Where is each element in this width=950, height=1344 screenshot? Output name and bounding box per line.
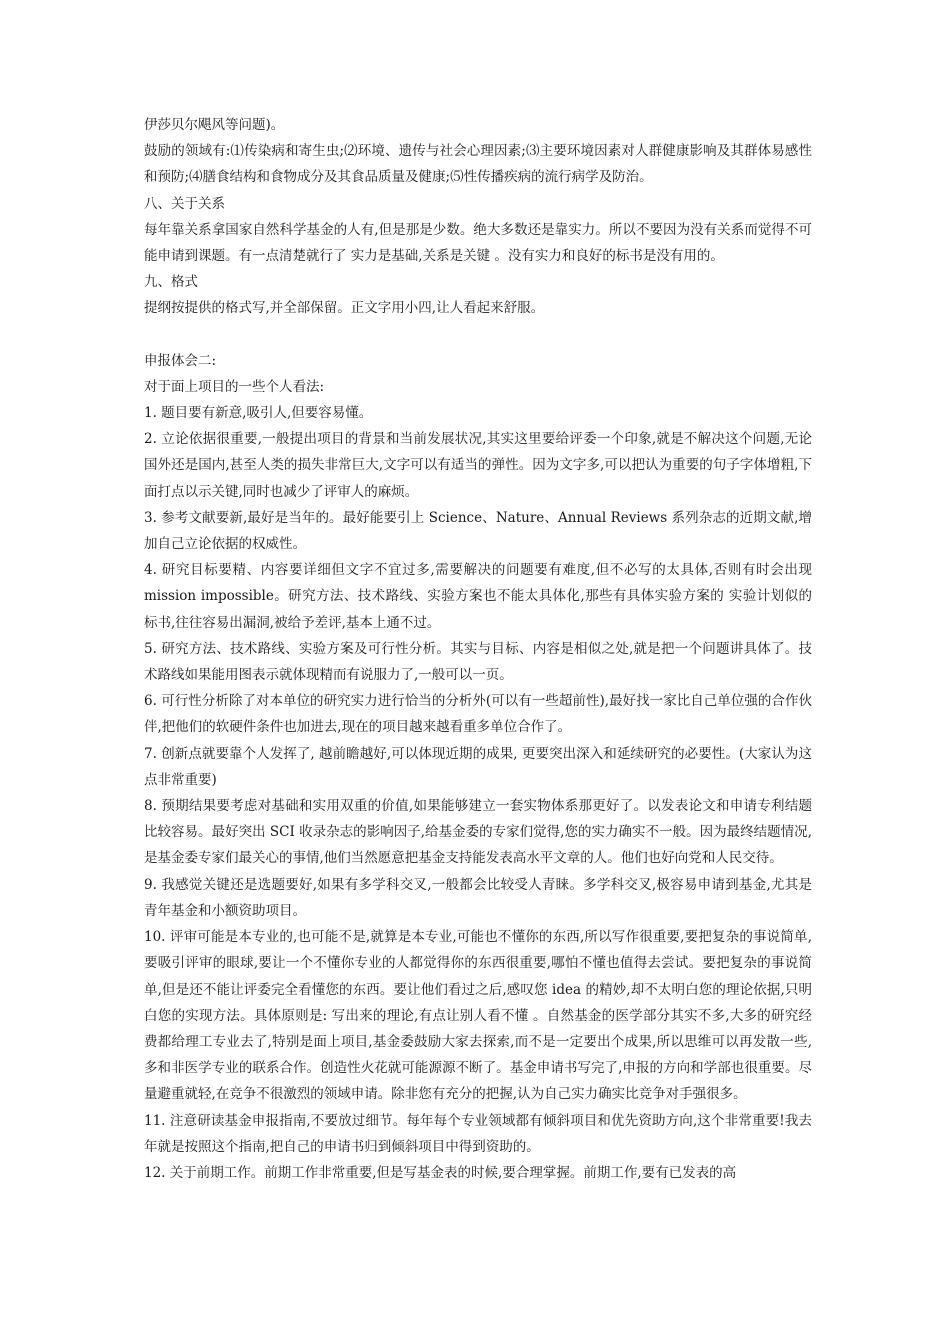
- list-item: 7. 创新点就要靠个人发挥了, 越前瞻越好,可以体现近期的成果, 更要突出深入和延续研究的必要性。(大家认为这点非常重要): [144, 745, 812, 788]
- list-item: 12. 关于前期工作。前期工作非常重要,但是写基金表的时候,要合理掌握。前期工作,要有已发表的高: [144, 1164, 737, 1181]
- section-heading: 申报体会二:: [144, 352, 217, 369]
- list-item: 2. 立论依据很重要,一般提出项目的背景和当前发展状况,其实这里要给评委一个印象,就是不解决这个问题,无论国外还是国内,甚至人类的损失非常巨大,文字可以有适当的弹性。因为文字多,可以把认为重要的句子字体增粗,下面打点以示关键,同时也减少了评审人的麻烦。: [144, 431, 812, 500]
- list-item: 3. 参考文献要新,最好是当年的。最好能要引上 Science、Nature、Annual Reviews 系列杂志的近期文献,增加自己立论依据的权威性。: [144, 509, 812, 553]
- list-item: 5. 研究方法、技术路线、实验方案及可行性分析。其实与目标、内容是相似之处,就是把一个问题讲具体了。技术路线如果能用图表示就体现精而有说服力了,一般可以一页。: [144, 640, 812, 684]
- section-heading: 九、格式: [144, 274, 198, 291]
- list-item: 10. 评审可能是本专业的,也可能不是,就算是本专业,可能也不懂你的东西,所以写作很重要,要把复杂的事说简单,要吸引评审的眼球,要让一个不懂你专业的人都觉得你的东西很重要,哪怕不懂也值得去尝试。要把复杂的事说简单,但是还不能让评委完全看懂您的东西。要让他们看过之后,感叹您 idea 的精妙,却不太明白您的理论依据,只明白您的实现方法。具体原则是: 写出来的理论,有点让别人看不懂 。自然基金的医学部分其实不多,大多的研究经费都给理工专业去了,特别是面上项目,基金委鼓励大家去探索,而不是一定要出个成果,所以思维可以再发散一些,多和非医学专业的联系合作。创造性火花就可能源源不断了。基金申请书写完了,申报的方向和学部也很重要。尽量避重就轻,在竞争不很激烈的领域申请。除非您有充分的把握,认为自己实力确实比竞争对手强很多。: [144, 929, 812, 1103]
- paragraph: 对于面上项目的一些个人看法:: [144, 378, 325, 395]
- list-item: 9. 我感觉关键还是选题要好,如果有多学科交叉,一般都会比较受人青睐。多学科交叉,极容易申请到基金,尤其是青年基金和小额资助项目。: [144, 876, 812, 919]
- list-item: 11. 注意研读基金申报指南,不要放过细节。每年每个专业领域都有倾斜项目和优先资助方向,这个非常重要!我去年就是按照这个指南,把自己的申请书归到倾斜项目中得到资助的。: [144, 1112, 812, 1155]
- document-page: [144, 112, 812, 1186]
- list-item: 8. 预期结果要考虑对基础和实用双重的价值,如果能够建立一套实物体系那更好了。以发表论文和申请专利结题比较容易。最好突出 SCI 收录杂志的影响因子,给基金委的专家们觉得,您的实力确实不一般。因为最终结题情况,是基金委专家们最关心的事情,他们当然愿意把基金支持能发表高水平文章的人。他们也好向党和人民交待。: [144, 798, 812, 867]
- section-heading: 八、关于关系: [144, 195, 225, 212]
- list-item: 4. 研究目标要精、内容要详细但文字不宜过多,需要解决的问题要有难度,但不必写的太具体,否则有时会出现 mission impossible。研究方法、技术路线、实验方案也不能太具体化,那些有具体实验方案的 实验计划似的 标书,往往容易出漏洞,被给予差评,基本上通不过。: [144, 562, 812, 631]
- blank-line: [144, 322, 812, 348]
- paragraph: 伊莎贝尔飓风等问题)。: [144, 117, 285, 133]
- paragraph: 鼓励的领域有:⑴传染病和寄生虫;⑵环境、遗传与社会心理因素;⑶主要环境因素对人群健康影响及其群体易感性和预防;⑷膳食结构和食物成分及其食品质量及健康;⑸性传播疾病的流行病学及防治。: [144, 143, 812, 186]
- list-item: 1. 题目要有新意,吸引人,但要容易懂。: [144, 405, 373, 422]
- list-item: 6. 可行性分析除了对本单位的研究实力进行恰当的分析外(可以有一些超前性),最好找一家比自己单位强的合作伙伴,把他们的软硬件条件也加进去,现在的项目越来越看重多单位合作了。: [144, 693, 812, 736]
- paragraph: 每年靠关系拿国家自然科学基金的人有,但是那是少数。绝大多数还是靠实力。所以不要因为没有关系而觉得不可能申请到课题。有一点清楚就行了 实力是基础,关系是关键 。没有实力和良好的标书是没有用的。: [144, 221, 812, 265]
- paragraph: 提纲按提供的格式写,并全部保留。正文字用小四,让人看起来舒服。: [144, 300, 545, 317]
